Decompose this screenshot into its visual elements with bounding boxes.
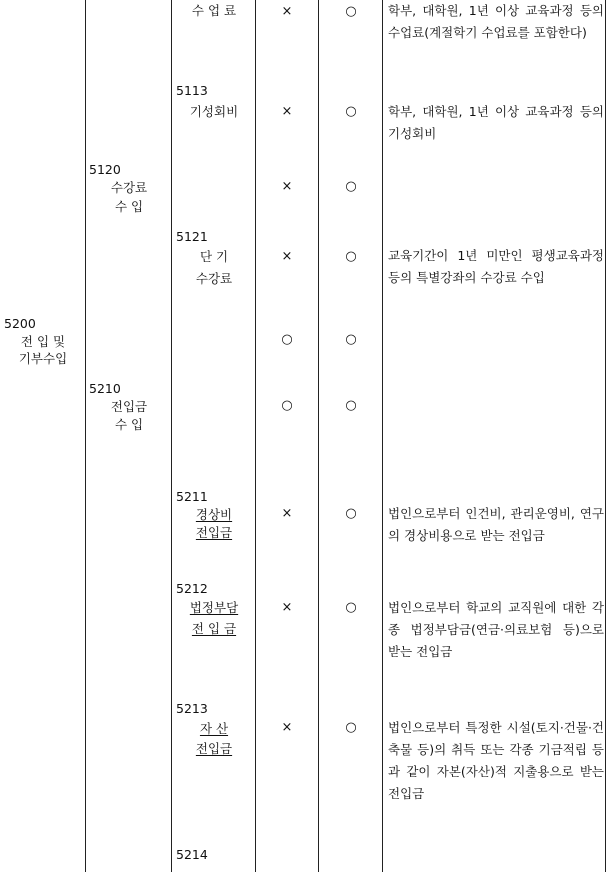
column-divider bbox=[318, 0, 319, 872]
mark-cell: ○ bbox=[345, 398, 357, 413]
mark-cell: ○ bbox=[345, 332, 357, 347]
item-code: 5113 bbox=[176, 83, 208, 98]
mark-cell: × bbox=[281, 4, 293, 19]
mark-cell: ○ bbox=[345, 104, 357, 119]
mark-cell: ○ bbox=[345, 4, 357, 19]
item-description: 학부, 대학원, 1년 이상 교육과정 등의 수업료(계절학기 수업료를 포함한다) bbox=[388, 3, 604, 40]
item-code: 5214 bbox=[176, 847, 208, 862]
mark-cell: ○ bbox=[281, 332, 293, 347]
item-code: 5120 bbox=[89, 162, 121, 177]
item-code: 5212 bbox=[176, 581, 208, 596]
item-name: 수 업 료 bbox=[191, 3, 237, 18]
column-divider bbox=[255, 0, 256, 872]
item-name: 수 입 bbox=[114, 417, 144, 432]
mark-cell: ○ bbox=[345, 179, 357, 194]
item-name: 전입금 bbox=[195, 741, 233, 756]
mark-cell: × bbox=[281, 249, 293, 264]
mark-cell: ○ bbox=[281, 398, 293, 413]
item-name: 수강료 bbox=[110, 180, 148, 195]
item-description: 교육기간이 1년 미만인 평생교육과정 등의 특별강좌의 수강료 수입 bbox=[388, 248, 604, 285]
mark-cell: ○ bbox=[345, 249, 357, 264]
mark-cell: ○ bbox=[345, 720, 357, 735]
item-code: 5121 bbox=[176, 229, 208, 244]
mark-cell: × bbox=[281, 720, 293, 735]
column-divider bbox=[85, 0, 86, 872]
item-code: 5210 bbox=[89, 381, 121, 396]
item-name: 단 기 bbox=[199, 249, 229, 264]
mark-cell: × bbox=[281, 506, 293, 521]
item-name: 기성회비 bbox=[189, 104, 239, 119]
item-name: 경상비 bbox=[195, 507, 233, 522]
item-name: 전입금 bbox=[195, 525, 233, 540]
item-name: 전 입 금 bbox=[191, 621, 237, 636]
item-name: 자 산 bbox=[199, 721, 229, 736]
item-description: 학부, 대학원, 1년 이상 교육과정 등의 기성회비 bbox=[388, 104, 604, 141]
item-name: 전입금 bbox=[110, 399, 148, 414]
item-name: 법정부담 bbox=[189, 600, 239, 615]
item-code: 5213 bbox=[176, 701, 208, 716]
mark-cell: × bbox=[281, 179, 293, 194]
column-divider bbox=[171, 0, 172, 872]
item-description: 법인으로부터 학교의 교직원에 대한 각종 법정부담금(연금·의료보험 등)으로 받는 전입금 bbox=[388, 600, 604, 659]
item-code: 5200 bbox=[4, 316, 36, 331]
mark-cell: × bbox=[281, 104, 293, 119]
mark-cell: × bbox=[281, 600, 293, 615]
mark-cell: ○ bbox=[345, 600, 357, 615]
column-divider bbox=[605, 0, 606, 872]
column-divider bbox=[382, 0, 383, 872]
item-code: 5211 bbox=[176, 489, 208, 504]
item-description: 법인으로부터 인건비, 관리운영비, 연구의 경상비용으로 받는 전입금 bbox=[388, 506, 604, 543]
item-name: 기부수입 bbox=[18, 351, 68, 366]
mark-cell: ○ bbox=[345, 506, 357, 521]
item-name: 전 입 및 bbox=[20, 334, 66, 349]
item-description: 법인으로부터 특정한 시설(토지·건물·건축물 등)의 취득 또는 각종 기금적립 등과 같이 자본(자산)적 지출용으로 받는 전입금 bbox=[388, 720, 604, 801]
item-name: 수 입 bbox=[114, 199, 144, 214]
item-name: 수강료 bbox=[195, 271, 233, 286]
